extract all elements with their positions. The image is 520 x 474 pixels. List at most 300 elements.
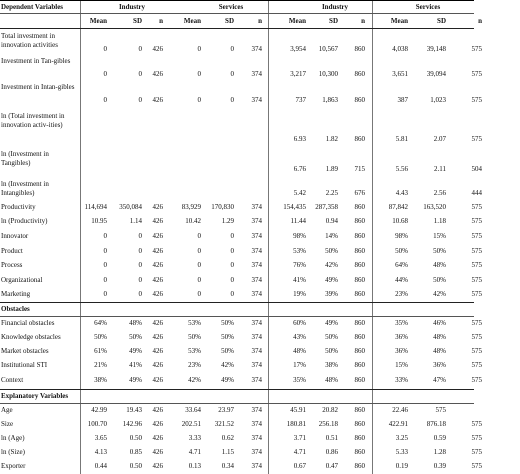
table-cell: 0 (103, 276, 107, 284)
table-cell: 860 (354, 347, 365, 355)
table-cell: 0 (138, 247, 142, 255)
table-cell: 0.39 (433, 462, 446, 470)
table-cell: 50% (325, 333, 338, 341)
header-col: SD (133, 17, 142, 25)
table-cell: 374 (251, 333, 262, 341)
table-cell: 0 (103, 45, 107, 53)
table-cell: 374 (251, 217, 262, 225)
table-cell: 98% (395, 232, 408, 240)
table-cell: 0.44 (94, 462, 107, 470)
row-label: Investment in Tan-gibles (1, 57, 71, 65)
table-cell: 50% (221, 319, 234, 327)
table-cell: 0 (230, 261, 234, 269)
row-label: Investment in Intan-gibles (1, 83, 75, 91)
table-cell: 83,929 (181, 203, 201, 211)
table-cell: 860 (354, 333, 365, 341)
table-row (0, 290, 520, 302)
table-row (0, 203, 520, 215)
table-cell: 0 (197, 261, 201, 269)
table-cell: 860 (354, 247, 365, 255)
header-group: Services (415, 3, 441, 11)
table-cell: 426 (152, 347, 163, 355)
table-cell: 10.68 (392, 217, 408, 225)
table-cell: 575 (471, 45, 482, 53)
table-cell: 1.14 (129, 217, 142, 225)
table-cell: 3.71 (293, 434, 306, 442)
table-cell: 35% (395, 319, 408, 327)
table-cell: 50% (395, 247, 408, 255)
table-cell: 860 (354, 135, 365, 143)
row-label: Context (1, 376, 24, 384)
table-cell: 575 (471, 361, 482, 369)
table-cell: 0 (230, 290, 234, 298)
table-cell: 0.13 (188, 462, 201, 470)
table-cell: 422.91 (388, 420, 408, 428)
table-cell: 0.67 (293, 462, 306, 470)
table-cell: 426 (152, 276, 163, 284)
table-cell: 426 (152, 290, 163, 298)
table-cell: 374 (251, 406, 262, 414)
table-cell: 426 (152, 406, 163, 414)
table-cell: 575 (471, 333, 482, 341)
table-cell: 43% (293, 333, 306, 341)
table-cell: 53% (188, 319, 201, 327)
table-cell: 15% (433, 232, 446, 240)
table-cell: 0.34 (221, 462, 234, 470)
table-cell: 22.46 (392, 406, 408, 414)
table-cell: 426 (152, 247, 163, 255)
table-cell: 23% (188, 361, 201, 369)
table-cell: 1,023 (430, 96, 446, 104)
table-row (0, 448, 520, 460)
row-label: Process (1, 261, 23, 269)
table-cell: 202.51 (181, 420, 201, 428)
table-row (0, 32, 520, 56)
table-cell: 0.86 (325, 448, 338, 456)
table-cell: 35% (293, 376, 306, 384)
table-cell: 737 (295, 96, 306, 104)
table-cell: 4.43 (395, 189, 408, 197)
table-cell: 2.56 (433, 189, 446, 197)
header-col: n (361, 17, 365, 25)
row-label: Exporter (1, 462, 26, 470)
row-label: Marketing (1, 290, 31, 298)
table-cell: 575 (471, 261, 482, 269)
table-cell: 374 (251, 448, 262, 456)
table-cell: 676 (354, 189, 365, 197)
header-col: SD (225, 17, 234, 25)
table-cell: 14% (325, 232, 338, 240)
header-col: SD (329, 17, 338, 25)
table-cell: 426 (152, 70, 163, 78)
table-cell: 44% (395, 276, 408, 284)
row-label: Knowledge obstacles (1, 333, 61, 341)
table-cell: 575 (471, 420, 482, 428)
table-cell: 50% (221, 333, 234, 341)
table-cell: 374 (251, 70, 262, 78)
table-cell: 6.76 (293, 165, 306, 173)
table-cell: 426 (152, 333, 163, 341)
table-cell: 0 (230, 232, 234, 240)
table-cell: 0 (230, 276, 234, 284)
table-cell: 0 (103, 232, 107, 240)
table-cell: 5.42 (293, 189, 306, 197)
table-row (0, 232, 520, 244)
table-cell: 575 (471, 434, 482, 442)
table-cell: 2.25 (325, 189, 338, 197)
table-cell: 575 (471, 135, 482, 143)
table-cell: 860 (354, 45, 365, 53)
table-cell: 321.52 (214, 420, 234, 428)
table-cell: 860 (354, 448, 365, 456)
table-cell: 860 (354, 261, 365, 269)
table-cell: 41% (129, 361, 142, 369)
table-row (0, 217, 520, 229)
table-cell: 3,954 (290, 45, 306, 53)
table-cell: 860 (354, 276, 365, 284)
table-cell: 374 (251, 261, 262, 269)
table-cell: 860 (354, 462, 365, 470)
table-rule (0, 28, 474, 29)
table-cell: 49% (325, 319, 338, 327)
table-cell: 426 (152, 448, 163, 456)
table-cell: 0 (230, 70, 234, 78)
row-label: Total investment in innovation activities (1, 32, 58, 49)
table-row (0, 420, 520, 432)
table-cell: 49% (325, 276, 338, 284)
table-cell: 41% (293, 276, 306, 284)
table-cell: 3.65 (94, 434, 107, 442)
table-rule (0, 302, 474, 303)
table-cell: 42.99 (91, 406, 107, 414)
table-cell: 3,651 (392, 70, 408, 78)
header-col: Mean (288, 17, 306, 25)
table-cell: 374 (251, 203, 262, 211)
table-cell: 1.18 (433, 217, 446, 225)
table-cell: 1,863 (322, 96, 338, 104)
table-row (0, 83, 520, 107)
table-cell: 0.50 (129, 434, 142, 442)
table-row (0, 462, 520, 474)
table-cell: 575 (471, 376, 482, 384)
table-cell: 374 (251, 462, 262, 470)
table-cell: 575 (471, 319, 482, 327)
row-label: Organizational (1, 276, 43, 284)
row-label: ln (Investment in Tangibles) (1, 150, 49, 167)
table-cell: 426 (152, 434, 163, 442)
row-label: Innovator (1, 232, 29, 240)
table-cell: 374 (251, 290, 262, 298)
table-cell: 426 (152, 232, 163, 240)
table-cell: 4.13 (94, 448, 107, 456)
table-cell: 180.81 (286, 420, 306, 428)
table-cell: 50% (94, 333, 107, 341)
table-cell: 42% (433, 290, 446, 298)
header-col: n (258, 17, 262, 25)
row-label: ln (Size) (1, 448, 25, 456)
table-row (0, 112, 520, 146)
header-col: n (478, 17, 482, 25)
table-cell: 426 (152, 319, 163, 327)
table-cell: 10.95 (91, 217, 107, 225)
table-row (0, 333, 520, 345)
table-cell: 2.07 (433, 135, 446, 143)
table-cell: 0 (197, 45, 201, 53)
header-col: Mean (183, 17, 201, 25)
table-cell: 860 (354, 406, 365, 414)
table-cell: 860 (354, 319, 365, 327)
table-cell: 374 (251, 247, 262, 255)
table-cell: 23.97 (218, 406, 234, 414)
table-cell: 575 (471, 448, 482, 456)
table-cell: 20.82 (322, 406, 338, 414)
table-cell: 1.89 (325, 165, 338, 173)
table-cell: 0 (230, 96, 234, 104)
table-cell: 0 (138, 70, 142, 78)
table-rule (0, 13, 474, 14)
table-cell: 61% (94, 347, 107, 355)
table-cell: 49% (221, 376, 234, 384)
table-cell: 3,217 (290, 70, 306, 78)
table-rule (0, 0, 474, 1)
table-cell: 48% (129, 319, 142, 327)
table-cell: 374 (251, 276, 262, 284)
table-cell: 426 (152, 203, 163, 211)
table-cell: 1.15 (221, 448, 234, 456)
table-cell: 76% (293, 261, 306, 269)
table-cell: 42% (325, 261, 338, 269)
table-cell: 163,520 (423, 203, 446, 211)
table-cell: 715 (354, 165, 365, 173)
table-cell: 0 (103, 247, 107, 255)
table-cell: 23% (395, 290, 408, 298)
table-row (0, 261, 520, 273)
table-cell: 19.43 (126, 406, 142, 414)
table-cell: 36% (395, 333, 408, 341)
table-cell: 575 (471, 247, 482, 255)
table-row (0, 57, 520, 81)
table-cell: 1.28 (433, 448, 446, 456)
table-cell: 575 (471, 70, 482, 78)
table-cell: 17% (293, 361, 306, 369)
table-cell: 0.59 (433, 434, 446, 442)
table-cell: 0 (138, 290, 142, 298)
table-cell: 46% (433, 319, 446, 327)
table-cell: 426 (152, 420, 163, 428)
table-cell: 39% (325, 290, 338, 298)
table-cell: 575 (471, 462, 482, 470)
table-cell: 50% (129, 333, 142, 341)
row-label: ln (Age) (1, 434, 25, 442)
table-cell: 47% (433, 376, 446, 384)
table-cell: 0 (103, 70, 107, 78)
header-col: Mean (390, 17, 408, 25)
table-row (0, 376, 520, 388)
table-cell: 10,300 (318, 70, 338, 78)
table-cell: 860 (354, 70, 365, 78)
row-label: Institutional STI (1, 361, 48, 369)
row-label: Product (1, 247, 23, 255)
table-cell: 860 (354, 96, 365, 104)
table-cell: 426 (152, 45, 163, 53)
table-cell: 53% (293, 247, 306, 255)
table-cell: 50% (433, 276, 446, 284)
table-cell: 374 (251, 96, 262, 104)
table-cell: 504 (471, 165, 482, 173)
table-cell: 4.71 (293, 448, 306, 456)
table-cell: 0 (197, 247, 201, 255)
table-cell: 0.85 (129, 448, 142, 456)
table-cell: 4.71 (188, 448, 201, 456)
table-cell: 39,094 (426, 70, 446, 78)
row-label: Market obstacles (1, 347, 49, 355)
table-cell: 0 (230, 247, 234, 255)
table-cell: 0 (138, 261, 142, 269)
table-row (0, 347, 520, 359)
table-cell: 60% (293, 319, 306, 327)
header-col: SD (437, 17, 446, 25)
table-cell: 374 (251, 319, 262, 327)
table-cell: 170,830 (211, 203, 234, 211)
table-cell: 426 (152, 217, 163, 225)
table-cell: 142.96 (122, 420, 142, 428)
table-row (0, 180, 520, 200)
table-cell: 256.18 (318, 420, 338, 428)
table-cell: 575 (471, 347, 482, 355)
table-cell: 0 (103, 261, 107, 269)
table-row (0, 434, 520, 446)
table-cell: 10,567 (318, 45, 338, 53)
table-cell: 53% (188, 347, 201, 355)
table-cell: 38% (94, 376, 107, 384)
table-cell: 50% (433, 247, 446, 255)
table-cell: 0 (138, 276, 142, 284)
table-cell: 3.25 (395, 434, 408, 442)
table-cell: 0 (103, 96, 107, 104)
table-cell: 0.19 (395, 462, 408, 470)
section-title-explanatory: Explanatory Variables (1, 392, 69, 400)
table-cell: 64% (94, 319, 107, 327)
table-cell: 98% (293, 232, 306, 240)
table-cell: 575 (471, 203, 482, 211)
table-cell: 876.18 (426, 420, 446, 428)
table-cell: 5.81 (395, 135, 408, 143)
table-rule (0, 389, 474, 390)
header-col: Mean (89, 17, 107, 25)
table-cell: 0.94 (325, 217, 338, 225)
table-cell: 48% (433, 333, 446, 341)
table-cell: 36% (433, 361, 446, 369)
table-cell: 860 (354, 217, 365, 225)
table-cell: 0 (197, 276, 201, 284)
table-cell: 374 (251, 361, 262, 369)
table-cell: 2.11 (434, 165, 446, 173)
table-cell: 5.33 (395, 448, 408, 456)
table-cell: 374 (251, 434, 262, 442)
table-row (0, 276, 520, 288)
header-group: Industry (321, 3, 349, 11)
table-cell: 11.44 (290, 217, 306, 225)
table-cell: 575 (471, 276, 482, 284)
table-cell: 575 (471, 96, 482, 104)
table-cell: 100.70 (87, 420, 107, 428)
table-cell: 6.93 (293, 135, 306, 143)
table-cell: 21% (94, 361, 107, 369)
row-label: ln (Productivity) (1, 217, 48, 225)
table-cell: 0 (230, 45, 234, 53)
table-cell: 3.33 (188, 434, 201, 442)
table-cell: 426 (152, 376, 163, 384)
table-cell: 0.51 (325, 434, 338, 442)
table-cell: 49% (129, 347, 142, 355)
table-row (0, 247, 520, 259)
row-label: Age (1, 406, 13, 414)
table-cell: 10.42 (185, 217, 201, 225)
table-rule (0, 403, 474, 404)
table-rule (0, 316, 474, 317)
table-cell: 287,358 (315, 203, 338, 211)
table-cell: 4,038 (392, 45, 408, 53)
table-cell: 33.64 (185, 406, 201, 414)
table-cell: 575 (471, 290, 482, 298)
row-label: Productivity (1, 203, 36, 211)
table-cell: 860 (354, 232, 365, 240)
table-cell: 42% (221, 361, 234, 369)
table-cell: 42% (188, 376, 201, 384)
table-cell: 860 (354, 361, 365, 369)
table-cell: 860 (354, 434, 365, 442)
table-cell: 50% (188, 333, 201, 341)
table-cell: 426 (152, 462, 163, 470)
table-cell: 0 (103, 290, 107, 298)
table-row (0, 406, 520, 418)
table-cell: 575 (471, 217, 482, 225)
table-cell: 0 (138, 45, 142, 53)
table-cell: 374 (251, 376, 262, 384)
table-cell: 114,694 (84, 203, 107, 211)
table-cell: 19% (293, 290, 306, 298)
table-cell: 374 (251, 420, 262, 428)
header-group: Services (218, 3, 244, 11)
table-row (0, 319, 520, 331)
table-row (0, 361, 520, 373)
row-label: ln (Investment in Intangibles) (1, 180, 49, 197)
table-cell: 426 (152, 261, 163, 269)
table-cell: 0 (138, 232, 142, 240)
table-cell: 1.82 (325, 135, 338, 143)
section-title-obstacles: Obstacles (1, 305, 30, 313)
table-cell: 860 (354, 290, 365, 298)
table-cell: 48% (433, 347, 446, 355)
table-cell: 860 (354, 203, 365, 211)
table-cell: 39,148 (426, 45, 446, 53)
table-cell: 50% (221, 347, 234, 355)
table-cell: 45.91 (290, 406, 306, 414)
table-cell: 426 (152, 96, 163, 104)
table-cell: 87,842 (388, 203, 408, 211)
table-cell: 15% (395, 361, 408, 369)
header-group: Industry (118, 3, 146, 11)
row-label: Size (1, 420, 14, 428)
table-cell: 860 (354, 376, 365, 384)
row-label: Financial obstacles (1, 319, 55, 327)
table-cell: 48% (325, 376, 338, 384)
header-col: n (159, 17, 163, 25)
table-cell: 48% (293, 347, 306, 355)
table-cell: 444 (471, 189, 482, 197)
table-cell: 426 (152, 361, 163, 369)
table-cell: 0.47 (325, 462, 338, 470)
